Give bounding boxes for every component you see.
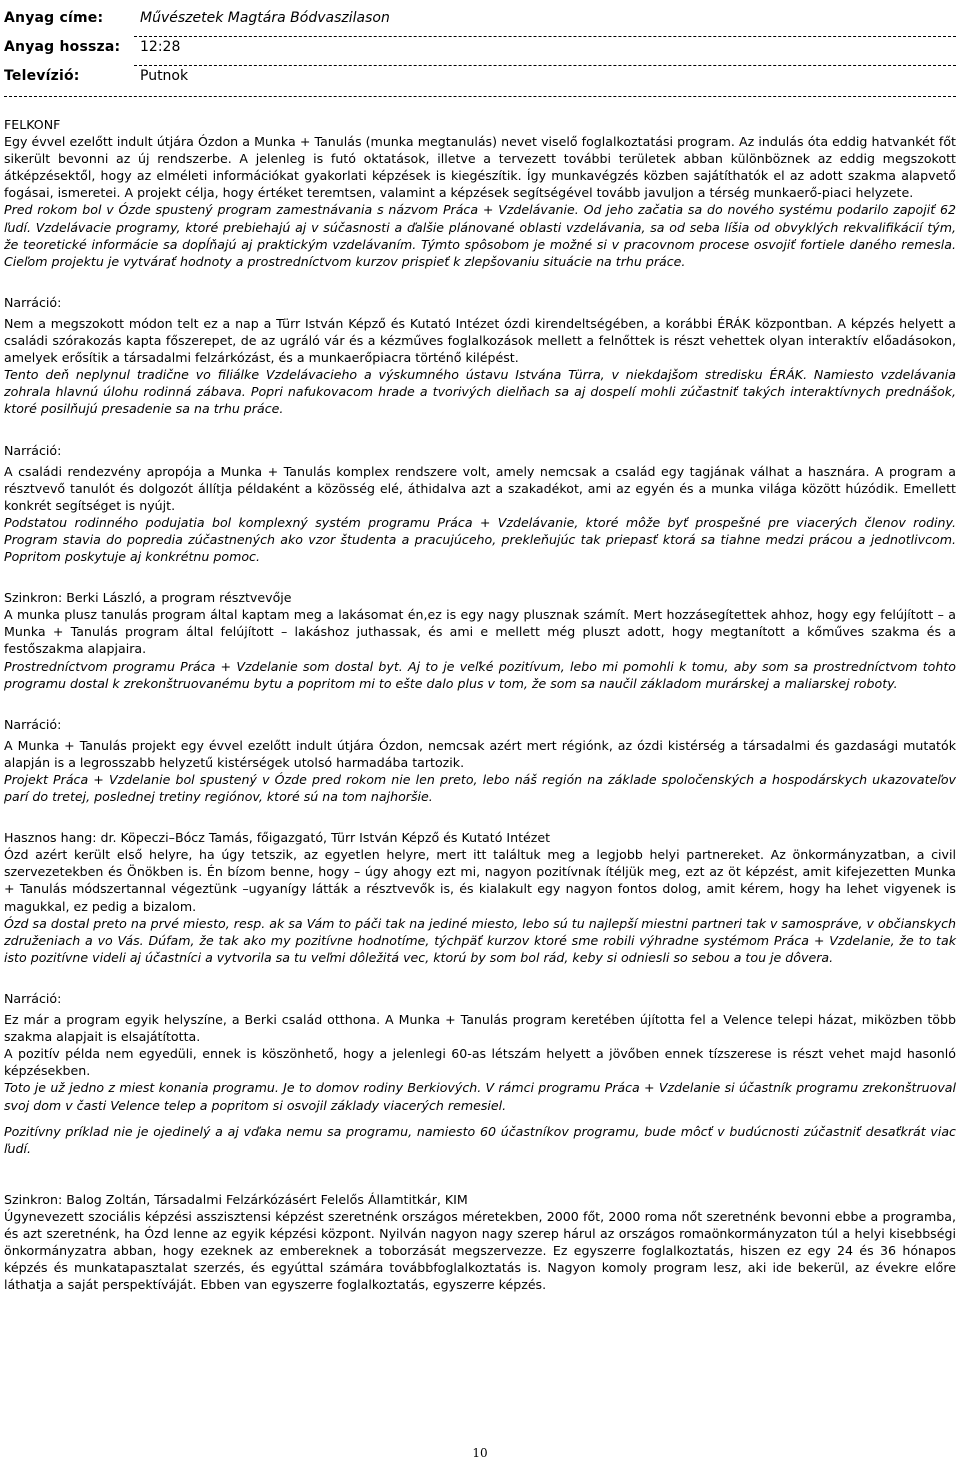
divider [134,65,956,66]
slovak-text: Tento deň neplynul tradične vo filiálke Vzdelávacieho a výskumného ústavu Istvána Türra, v niekdajšom stredisku ÉRÁK. Namiesto vzdelávania zohrala hlavnú úlohu rodinná zábava. Popri nafukovacom hrade a tvorivých dielňach sa aj dospelí mohli zúčastniť takých interaktívnych prednášok, ktoré posilňujú presadenie sa na trhu práce. [4,367,956,417]
divider [4,96,956,97]
tv-value: Putnok [140,68,189,84]
tv-label: Televízió: [4,68,80,84]
length-value: 12:28 [140,39,181,55]
section-label: Narráció: [4,716,62,732]
section-label: Narráció: [4,442,62,458]
slovak-text: Toto je už jedno z miest konania programu. Je to domov rodiny Berkiových. V rámci programu Práca + Vzdelanie si účastník programu zrekonštruoval svoj dom v časti Velence telep a popritom si osvojil základy viacerých remesiel. [4,1080,956,1113]
hungarian-text: Ez már a program egyik helyszíne, a Berki család otthona. A Munka + Tanulás program keretében újította fel a Velence telepi házat, miközben több szakma alapjait is elsajátította. [4,1012,956,1045]
divider [134,36,956,37]
slovak-text-2: Pozitívny príklad nie je ojedinelý a aj vďaka nemu sa programu, namiesto 60 účastníkov programu, bude môcť v budúcnosti zúčastniť desaťkrát viac ľudí. [4,1123,956,1156]
header-title-row [4,10,956,39]
length-label: Anyag hossza: [4,39,121,55]
hungarian-text: Egy évvel ezelőtt indult útjára Ózdon a Munka + Tanulás (munka megtanulás) nevet viselő foglalkoztatási program. Az indulás óta eddig hatvankét főt sikerült bevonni az új rendszerbe. A jelenleg is futó oktatások, illetve a tervezett további területek abban különböznek az eddig megszokott átképzésektől, hogy az elméleti információkat gyakorlati képzések is kiegészítik. Így munkavégzés közben sajátíthatók el az adott szakma alapvető fogásai, ismeretei. A projekt célja, hogy értéket teremtsen, valamint a képzések segítségével tovább javuljon a térség munkaerő-piaci helyzete. [4,134,956,201]
header-tv-row [4,68,956,97]
page-number: 10 [472,1446,488,1460]
section-label: Szinkron: Balog Zoltán, Társadalmi Felzárkózásért Felelős Államtitkár, KIM [4,1191,468,1207]
slovak-text: Podstatou rodinného podujatia bol komplexný systém programu Práca + Vzdelávanie, ktoré môže byť prospešné pre viacerých členov rodiny. Program stavia do popredia zúčastnených ako vzor študenta a pracujúceho, prekleňujúc tak priepasť ktorá sa tiahne medzi prácou a jednotlivcom. Popritom poskytuje aj konkrétnu pomoc. [4,514,956,565]
slovak-text: Ózd sa dostal preto na prvé miesto, resp. ak sa Vám to páči tak na jediné miesto, lebo sú tu najlepší miestni partneri tak v samospráve, v občianskych združeniach a vo Vás. Dúfam, že tak ako my pozitívne hodnotíme, týchpäť kurzov ktoré sme robili výhradne systémom Práca + Vzdelanie, že to tak isto pozitívne videli aj účastníci a vytvorila sa tu veľmi dôležitá vec, ktorú by som bol rád, keby si odniesli so sebou a tou je dôvera. [4,915,956,965]
hungarian-text: Ózd azért került első helyre, ha úgy tetszik, az egyetlen helyre, mert itt találtuk meg a legjobb helyi partnereket. Az önkormányzatban, a civil szervezetekben és Önökben is. Én bízom benne, hogy – úgy ahogy ezt mi, nagyon pozitívnak ítéljük meg, ezt az öt képzést, amit kifejezetten Munka + Tanulás módszertannal végeztünk –ugyanígy látták a résztvevők is, és kialakult egy nagyon fontos dolog, amit kérem, hogy ha lehet vigyenek is magukkal, ez pedig a bizalom. [4,847,956,914]
header-length-row [4,39,956,68]
hungarian-text: A Munka + Tanulás projekt egy évvel ezelőtt indult útjára Ózdon, nemcsak azért mert régiónk, az ózdi kistérség a társadalmi és gazdasági mutatók alapján is a legrosszabb helyzetű kistérségek utolsó harmadába tartozik. [4,737,956,770]
hungarian-text: A munka plusz tanulás program által kaptam meg a lakásomat én,ez is egy nagy plusznak számít. Mert hozzásegítettek ahhoz, hogy egy felújított – a Munka + Tanulás program által felújított – lakáshoz juthassak, és ami e mellett még pluszt adott, hogy megtanított a kőműves szakma és a festőszakma alapjaira. [4,607,956,657]
section-label: Szinkron: Berki László, a program résztvevője [4,590,292,606]
slovak-text: Projekt Práca + Vzdelanie bol spustený v Ózde pred rokom nie len preto, lebo náš región na základe spoločenských a hospodárskych ukazovateľov parí do tretej, poslednej tretiny regiónov, ktoré sú na tom najhoršie. [4,772,956,805]
title-value: Művészetek Magtára Bódvaszilason [140,10,390,26]
section-label: Narráció: [4,294,62,310]
hungarian-text: Nem a megszokott módon telt ez a nap a Türr István Képző és Kutató Intézet ózdi kirendeltségében, a korábbi ÉRÁK központban. A képzés helyett a családi szórakozás kapta főszerepet, de az ugráló vár és a kézműves foglalkozások mellett a felnőttek is részt vehettek olyan interaktív előadásokon, amelyek erősítik a társadalmi felzárkózást, és a munkaerőpiacra történő kilépést. [4,315,956,366]
hungarian-text: Úgynevezett szociális képzési asszisztensi képzést szeretnénk országos méretekben, 2000 főt, 2000 roma nőt szeretnénk bevonni ebbe a programba, és azt szeretnénk, ha Ózd lenne az egyik képzési központ. Nyilván nagyon nagy szerep hárul az országos romaönkormányzaton túl a helyi kisebbségi önkormányzatra abban, hogy ezeknek az embereknek a toborzását megszervezze. Ez egyszerre foglalkoztatás, hiszen ez egy 24 és 36 hónapos képzés és munkatapasztalat szerzés, és egyúttal számára továbbfoglalkoztatás is. Nagyon komoly program lesz, aki ide bekerül, az évekre előre láthatja a saját perspektíváját. Ebben van egyszerre foglalkoztatás, egyszerre képzés. [4,1208,956,1293]
hungarian-text: A családi rendezvény apropója a Munka + Tanulás komplex rendszere volt, amely nemcsak a család egy tagjának válhat a hasznára. A program a résztvevő tanulót és dolgozót állítja példaként a közösség elé, áthidalva azt a szakadékot, ami az egyén és a munka világa között húzódik. Emellett konkrét segítséget is nyújt. [4,463,956,513]
transcript-body [4,116,956,1293]
slovak-text: Prostredníctvom programu Práca + Vzdelanie som dostal byt. Aj to je veľké pozitívum, lebo mi pomohli k tomu, aby som sa prostredníctvom tohto programu dostal k zrekonštruovanému bytu a popritom mi to ešte dalo plus v tom, že som sa naučil základom murárskej a maliarskej roboty. [4,658,956,691]
slovak-text: Pred rokom bol v Ózde spustený program zamestnávania s názvom Práca + Vzdelávanie. Od jeho začatia sa do nového systému podarilo zapojiť 62 ľudí. Vzdelávacie programy, ktoré prebiehajú aj v súčasnosti a ďalšie plánované oblasti vzdelávania, sa od seba líšia od obvyklých rekvalifikácií tým, že teoretické informácie sa dopĺňajú aj praktickým vzdelávaním. Týmto spôsobom je možné si v pracovnom procese osvojiť fortiele daného remesla. Cieľom projektu je vytvárať hodnoty a prostredníctvom kurzov prispieť k zlepšovaniu situácie na trhu práce. [4,202,956,269]
hungarian-text-2: A pozitív példa nem egyedüli, ennek is köszönhető, hogy a jelenlegi 60-as létszám helyett a jövőben ennek tízszerese is részt vehet majd hasonló képzésekben. [4,1046,956,1079]
section-label: Hasznos hang: dr. Köpeczi–Bócz Tamás, főigazgató, Türr István Képző és Kutató Intézet [4,830,551,846]
section-label: FELKONF [4,117,61,132]
section-label: Narráció: [4,990,62,1006]
title-label: Anyag címe: [4,10,104,26]
